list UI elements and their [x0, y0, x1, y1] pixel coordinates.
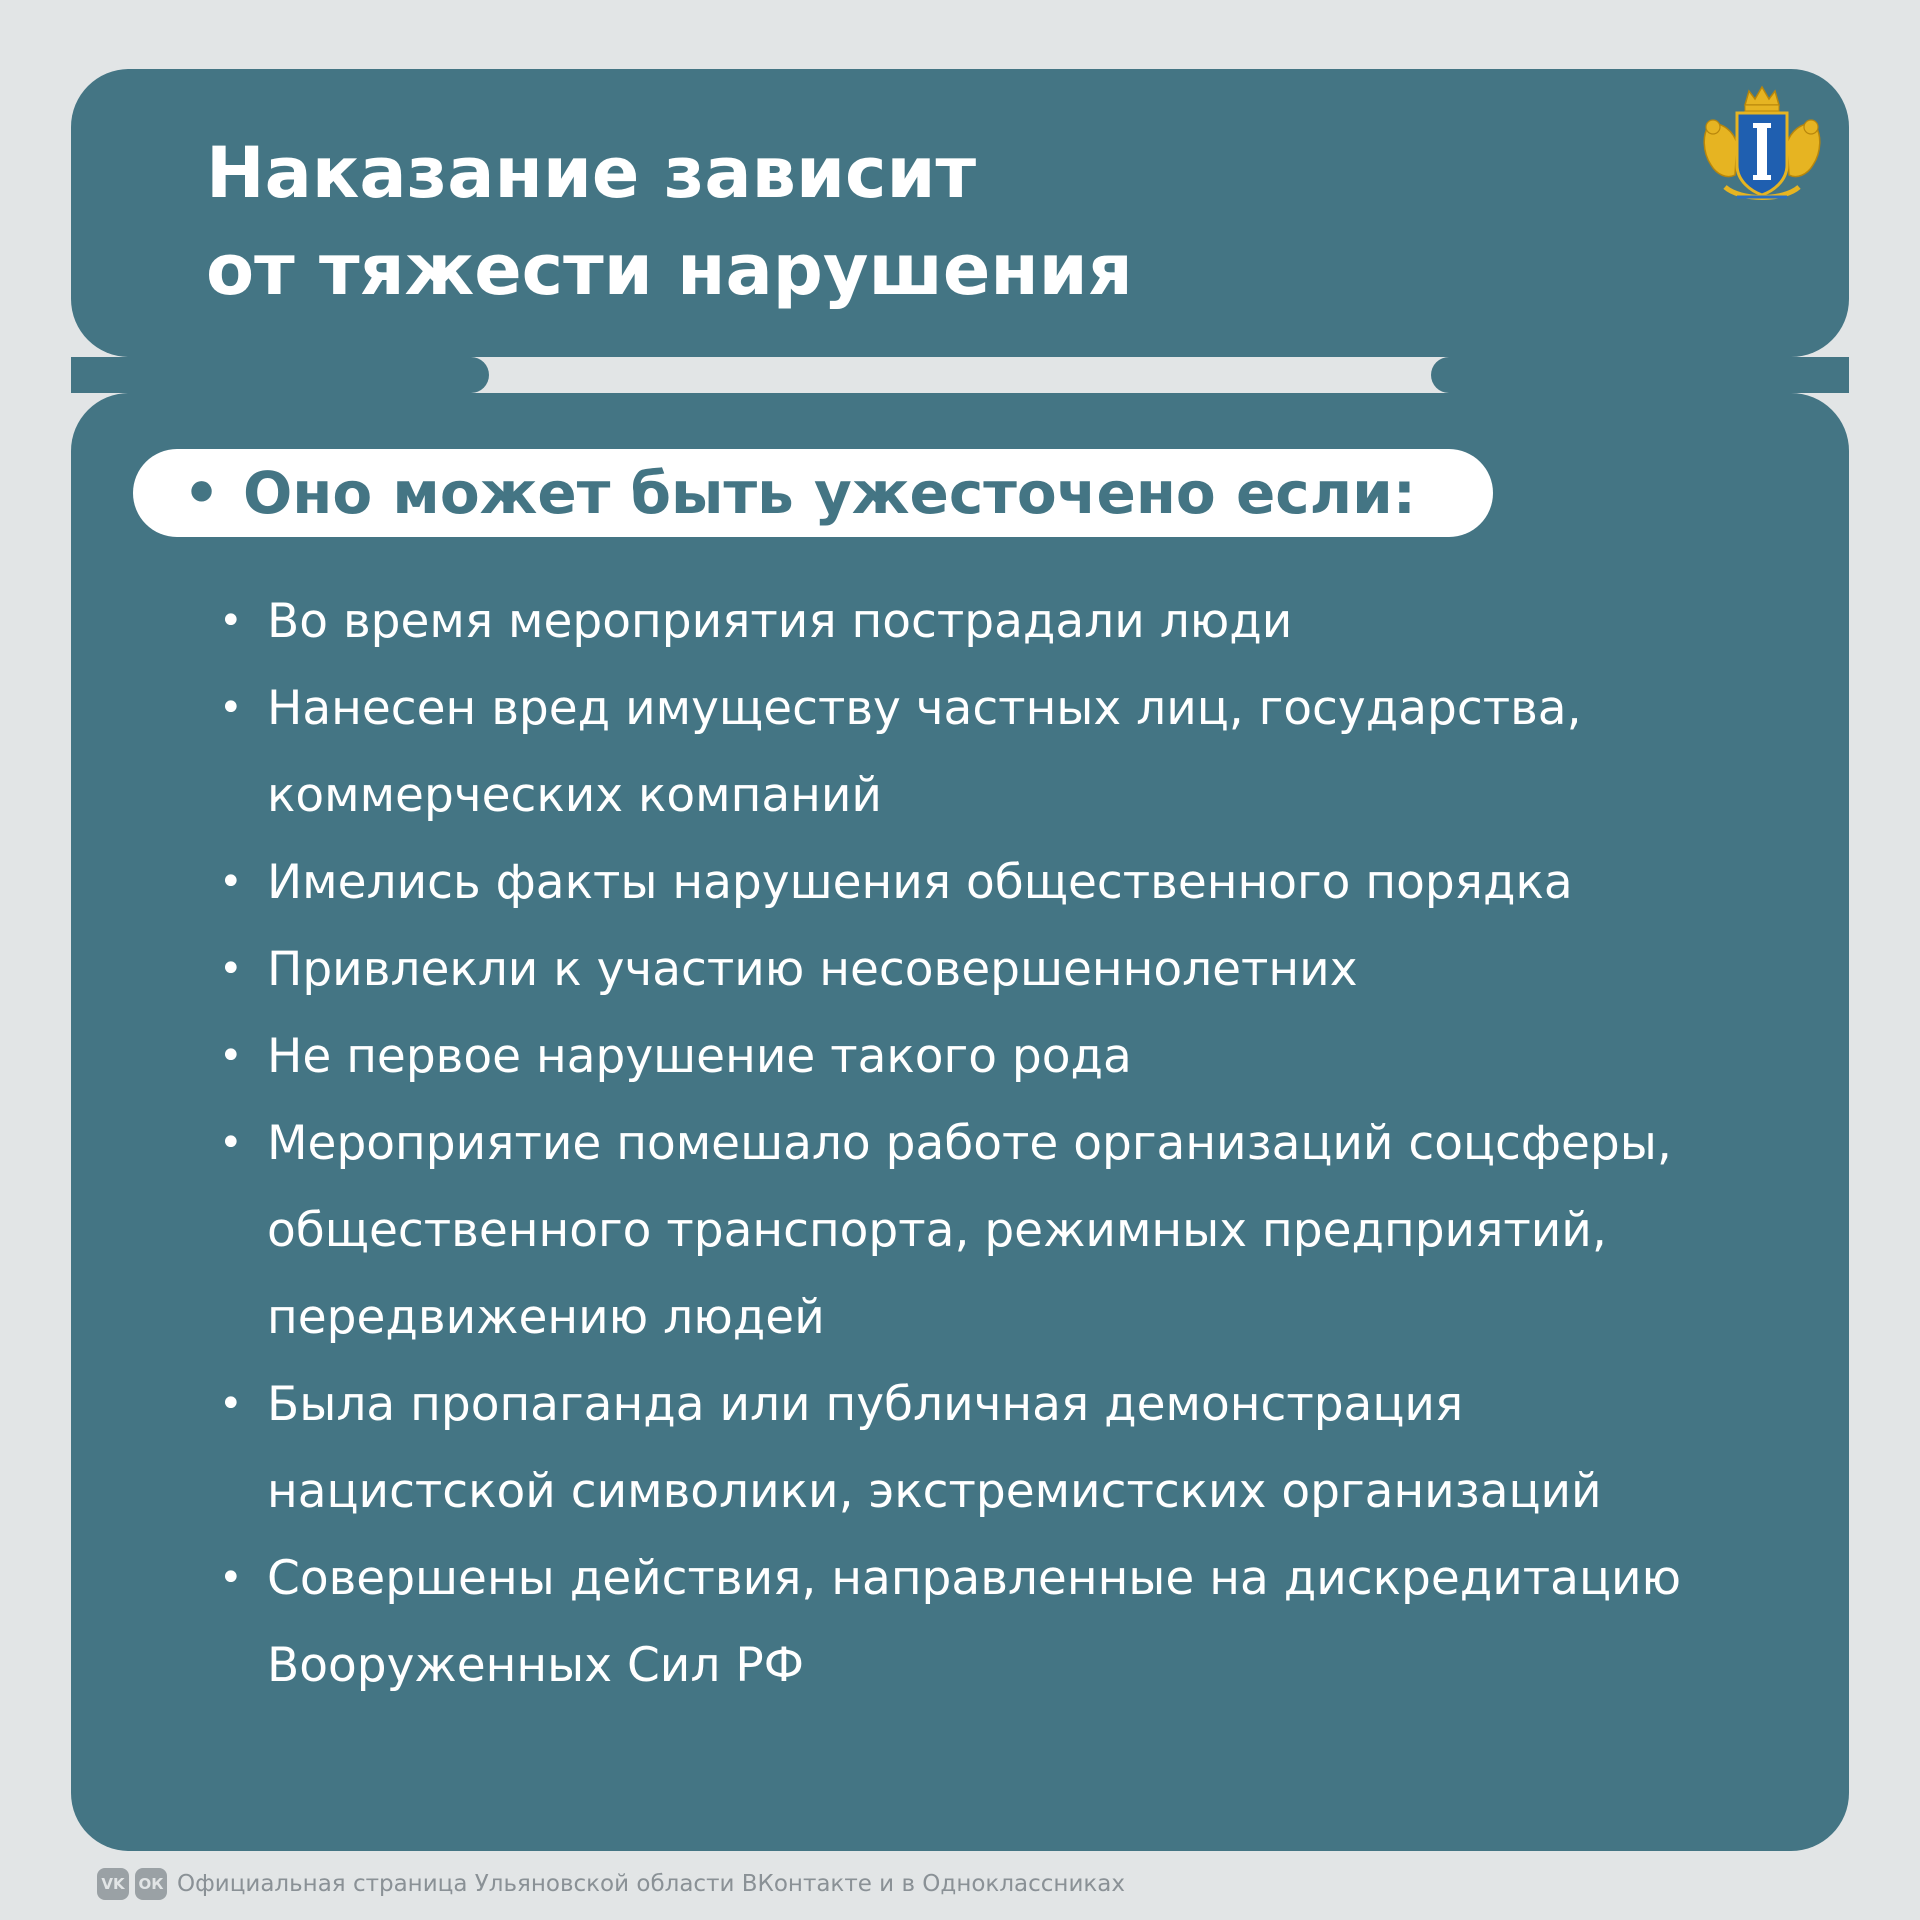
subtitle-text: Оно может быть ужесточено если: — [243, 459, 1416, 527]
list-bullet: • — [219, 946, 243, 992]
connector-tab-left — [71, 357, 489, 393]
connector-tab-right — [1431, 357, 1849, 393]
list-item-text: общественного транспорта, режимных предприятий, — [267, 1203, 1607, 1258]
footer — [97, 1866, 1125, 1902]
list-bullet: • — [219, 859, 243, 905]
subtitle-bullet: • — [183, 459, 221, 527]
conditions-list — [71, 578, 1849, 1709]
list-item-text: Совершены действия, направленные на дискредитацию — [267, 1551, 1682, 1606]
page-title — [206, 125, 1133, 319]
list-item — [71, 1100, 1849, 1361]
list-item — [71, 926, 1849, 1013]
subtitle-pill — [133, 449, 1493, 537]
coat-of-arms-icon — [1697, 83, 1827, 213]
vk-icon[interactable]: VK — [97, 1868, 129, 1900]
list-item-text: Во время мероприятия пострадали люди — [267, 594, 1293, 649]
title-line-1: Наказание зависит — [206, 132, 977, 214]
list-item — [71, 1361, 1849, 1535]
list-item — [71, 839, 1849, 926]
list-item-text: Мероприятие помешало работе организаций соцсферы, — [267, 1116, 1672, 1171]
list-item-text: Имелись факты нарушения общественного порядка — [267, 855, 1573, 910]
list-bullet: • — [219, 1120, 243, 1166]
header-card — [71, 69, 1849, 357]
title-line-2: от тяжести нарушения — [206, 229, 1133, 311]
list-item-text: коммерческих компаний — [267, 768, 882, 823]
list-bullet: • — [219, 1033, 243, 1079]
footer-text: Официальная страница Ульяновской области ВКонтакте и в Одноклассниках — [177, 1871, 1125, 1897]
list-item-text: нацистской символики, экстремистских организаций — [267, 1464, 1602, 1519]
list-item — [71, 578, 1849, 665]
list-bullet: • — [219, 685, 243, 731]
list-bullet: • — [219, 1381, 243, 1427]
list-item-text: Привлекли к участию несовершеннолетних — [267, 942, 1358, 997]
list-item-text: Нанесен вред имуществу частных лиц, государства, — [267, 681, 1582, 736]
list-bullet: • — [219, 1555, 243, 1601]
list-item-text: передвижению людей — [267, 1290, 825, 1345]
content-card — [71, 393, 1849, 1851]
list-item — [71, 665, 1849, 839]
list-item-text: Была пропаганда или публичная демонстрация — [267, 1377, 1464, 1432]
odnoklassniki-icon[interactable]: ОК — [135, 1868, 167, 1900]
list-item — [71, 1535, 1849, 1709]
list-item — [71, 1013, 1849, 1100]
list-item-text: Не первое нарушение такого рода — [267, 1029, 1132, 1084]
list-bullet: • — [219, 598, 243, 644]
list-item-text: Вооруженных Сил РФ — [267, 1638, 805, 1693]
